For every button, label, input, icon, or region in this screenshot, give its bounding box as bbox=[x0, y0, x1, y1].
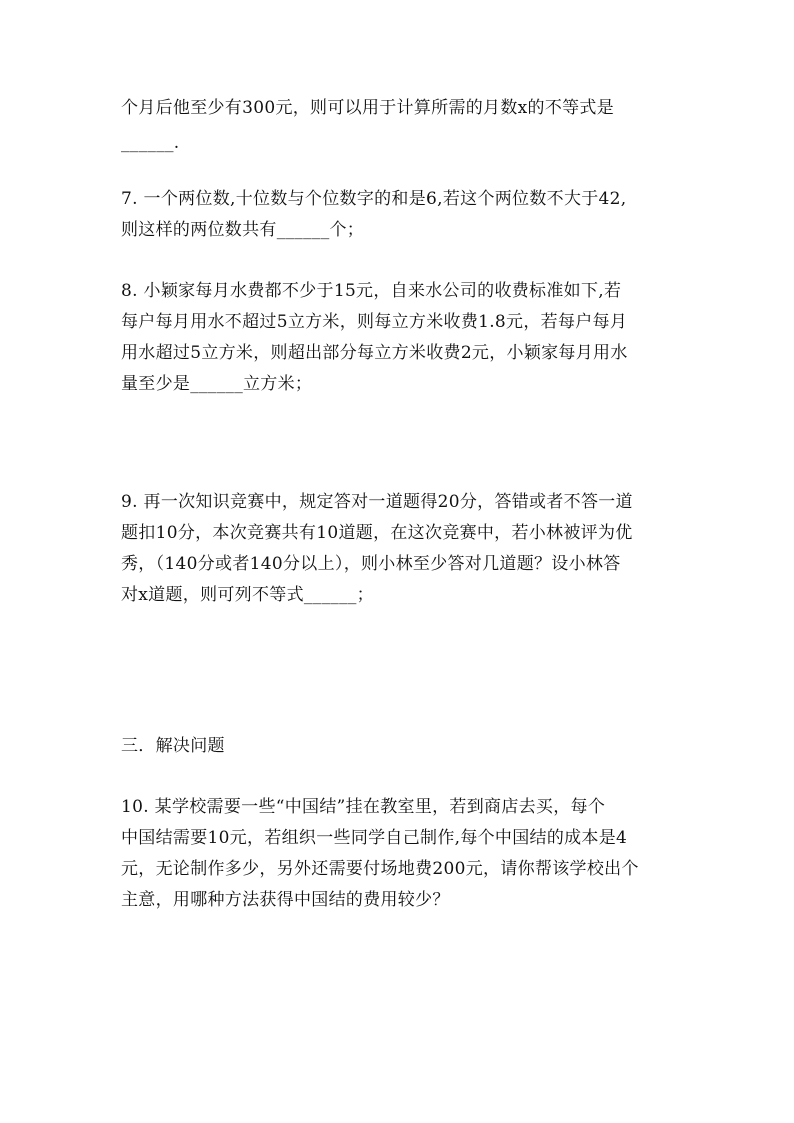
section-heading-solve-problems: 三．解决问题 bbox=[121, 736, 225, 756]
text-line: 每户每月用水不超过5立方米，则每立方米收费1.8元，若每户每月 bbox=[121, 312, 628, 332]
text-line: 10. 某学校需要一些“中国结”挂在教室里，若到商店去买，每个 bbox=[121, 797, 606, 817]
answer-blank-line: ______. bbox=[121, 133, 180, 153]
text-line: 秀，（140分或者140分以上），则小林至少答对几道题？设小林答 bbox=[121, 554, 621, 574]
text-line: 量至少是______立方米； bbox=[121, 374, 313, 394]
text-line: 主意，用哪种方法获得中国结的费用较少？ bbox=[121, 890, 450, 910]
text-line: 对x道题，则可列不等式______； bbox=[121, 585, 374, 605]
text-line: 中国结需要10元，若组织一些同学自己制作,每个中国结的成本是4 bbox=[121, 828, 628, 848]
text-line: 9. 再一次知识竞赛中，规定答对一道题得20分，答错或者不答一道 bbox=[121, 492, 633, 512]
text-line: 则这样的两位数共有______个； bbox=[121, 220, 365, 240]
text-line: 8. 小颖家每月水费都不少于15元，自来水公司的收费标准如下,若 bbox=[121, 281, 622, 301]
text-line: 用水超过5立方米，则超出部分每立方米收费2元，小颖家每月用水 bbox=[121, 343, 628, 363]
text-line: 元，无论制作多少，另外还需要付场地费200元，请你帮该学校出个 bbox=[121, 859, 639, 879]
text-line: 题扣10分，本次竞赛共有10道题，在这次竞赛中，若小林被评为优 bbox=[121, 523, 633, 543]
text-line: 个月后他至少有300元，则可以用于计算所需的月数x的不等式是 bbox=[121, 98, 615, 118]
text-line: 7. 一个两位数,十位数与个位数字的和是6,若这个两位数不大于42, bbox=[121, 189, 627, 209]
